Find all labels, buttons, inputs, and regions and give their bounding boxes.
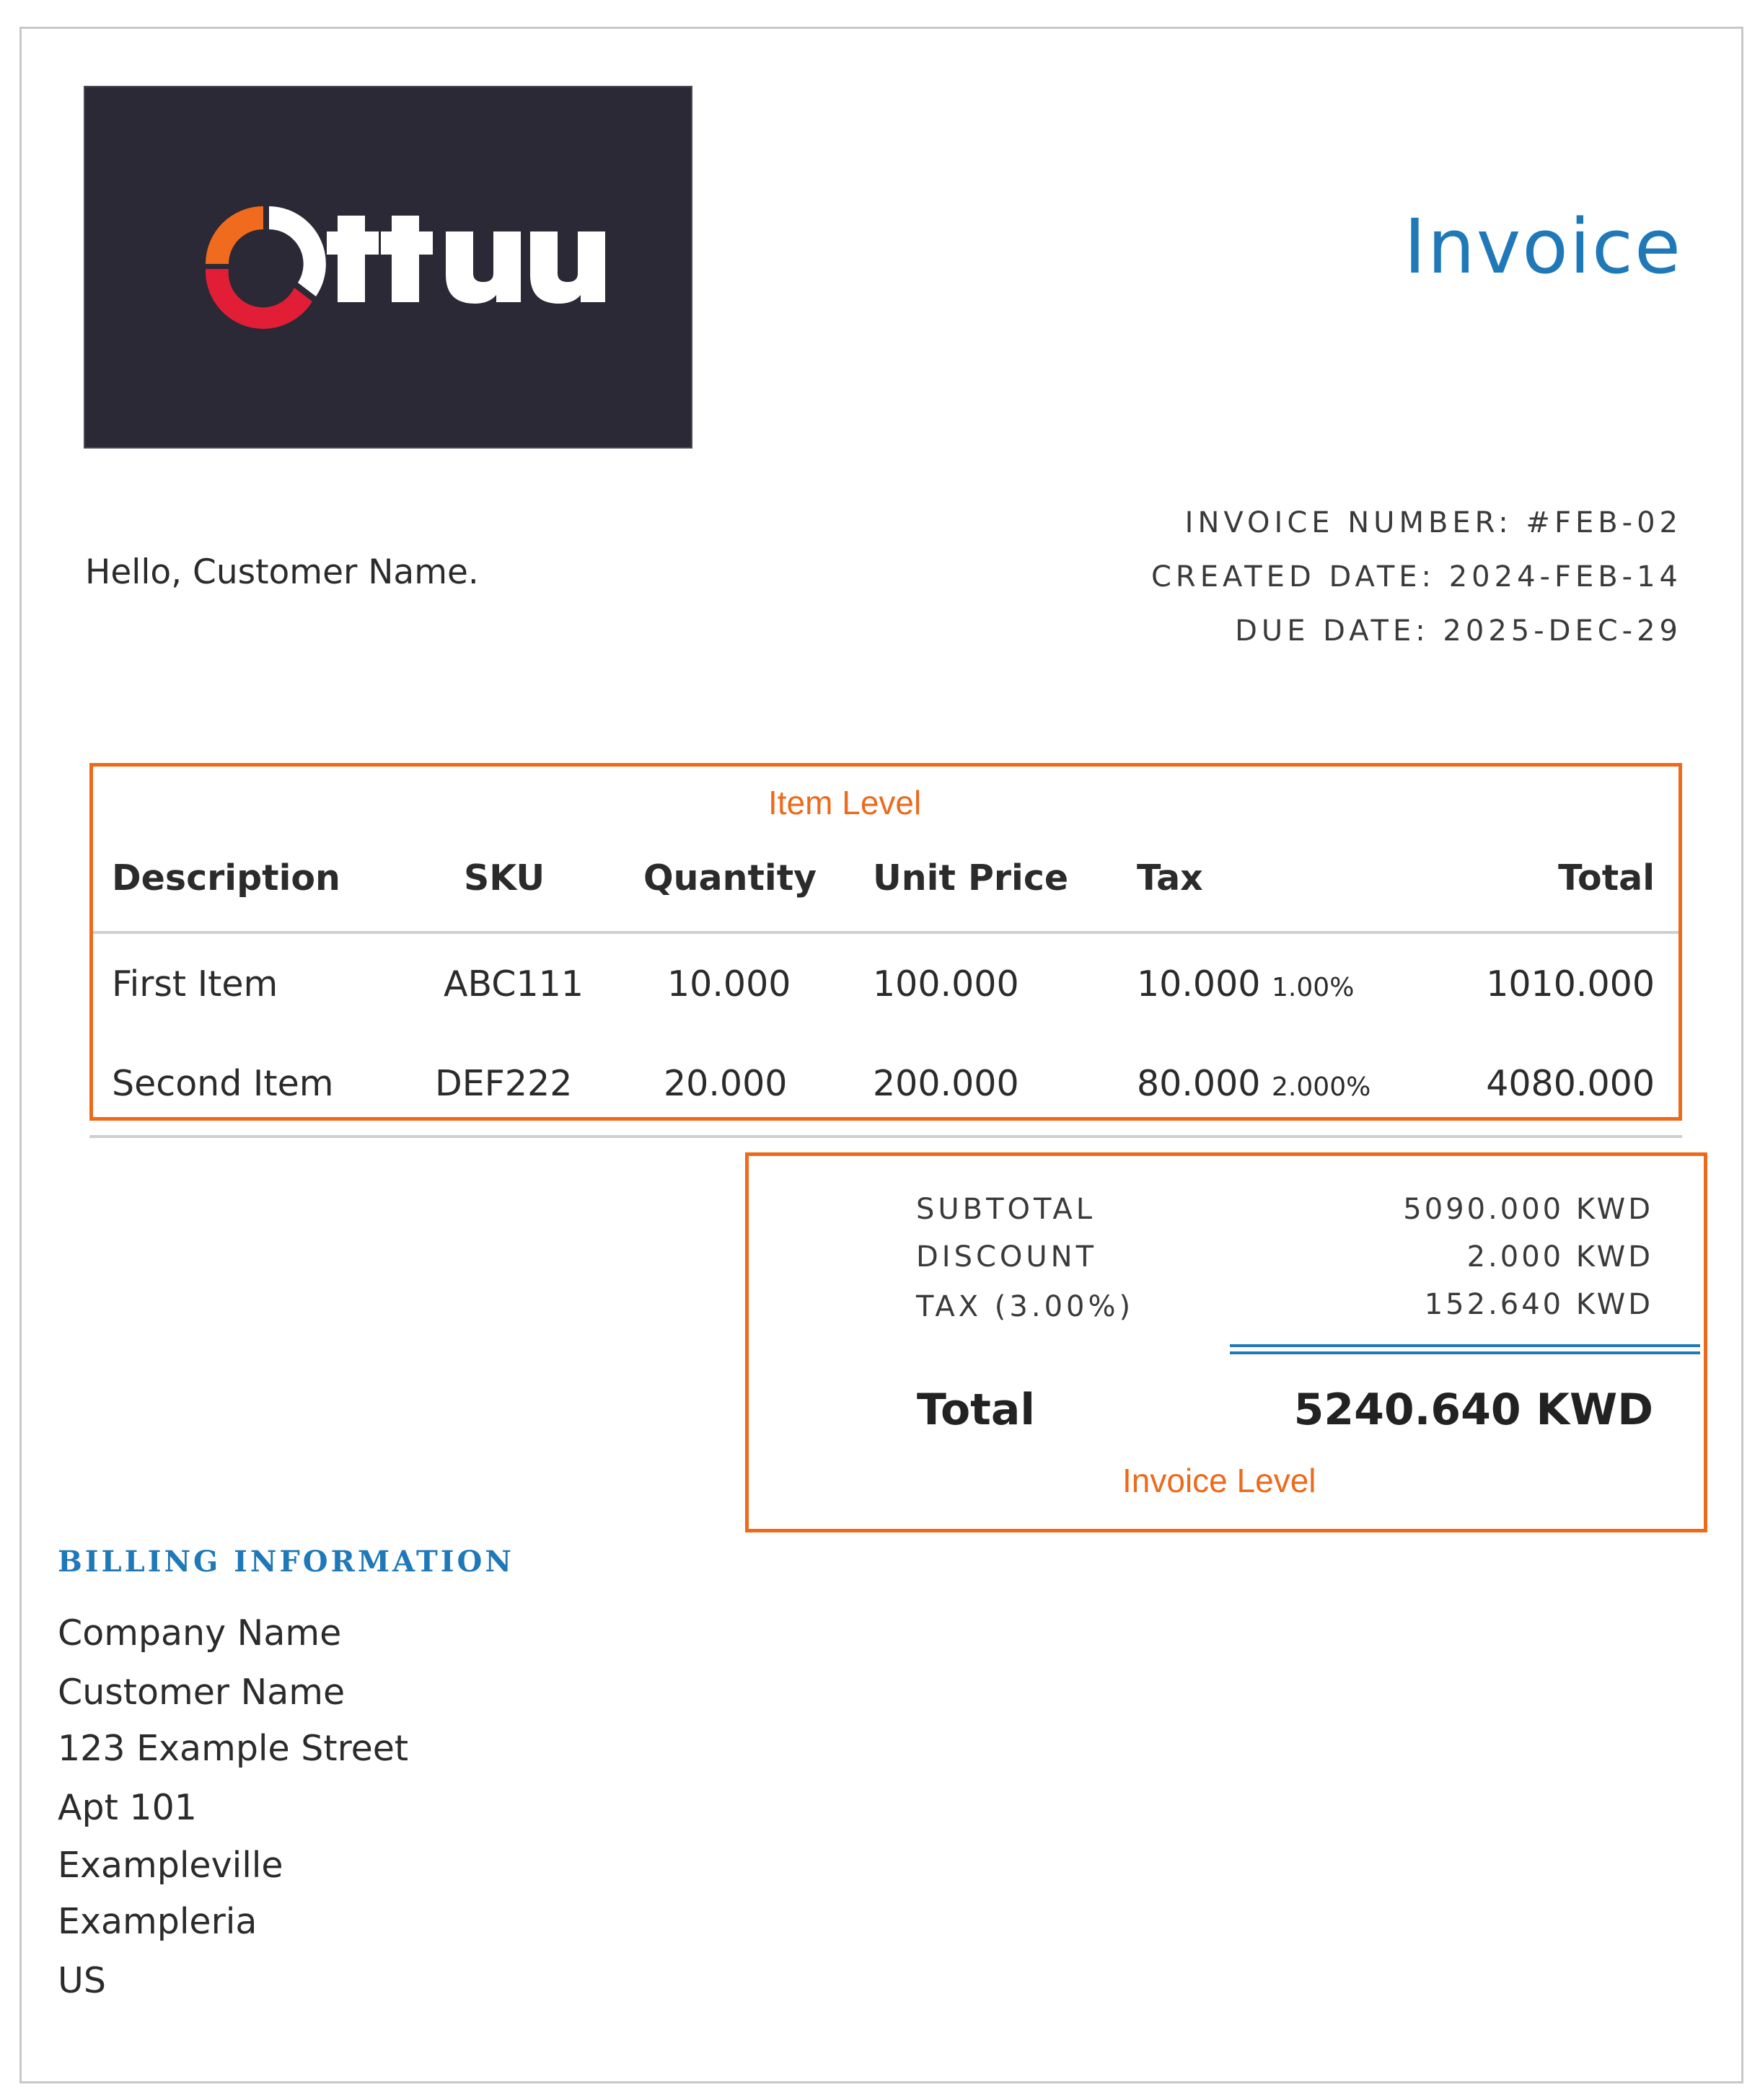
invoice-number: INVOICE NUMBER: #FEB-02 — [1184, 506, 1682, 539]
billing-section-title: BILLING INFORMATION — [58, 1545, 514, 1579]
due-date: DUE DATE: 2025-DEC-29 — [1235, 614, 1682, 648]
subtotal-label: SUBTOTAL — [916, 1193, 1096, 1226]
billing-apartment: Apt 101 — [58, 1787, 197, 1828]
row-total: 4080.000 — [1486, 1063, 1655, 1104]
row-sku: DEF222 — [435, 1063, 573, 1104]
column-header-tax: Tax — [1137, 857, 1203, 899]
total-double-rule-bottom — [1230, 1351, 1700, 1354]
billing-customer: Customer Name — [58, 1672, 346, 1713]
created-date: CREATED DATE: 2024-FEB-14 — [1150, 560, 1682, 594]
ottu-logo-graphic — [85, 87, 691, 447]
invoice-level-label: Invoice Level — [1122, 1462, 1316, 1499]
row-tax-amount: 10.000 — [1137, 963, 1261, 1005]
billing-region: Exampleria — [58, 1901, 258, 1942]
row-tax — [1137, 1063, 1371, 1104]
billing-city: Exampleville — [58, 1845, 283, 1886]
table-bottom-divider — [89, 1135, 1682, 1138]
total-double-rule-top — [1230, 1344, 1700, 1347]
column-header-description: Description — [112, 857, 340, 899]
column-header-quantity: Quantity — [643, 857, 817, 899]
row-tax-amount: 80.000 — [1137, 1063, 1261, 1104]
row-sku: ABC111 — [444, 963, 584, 1005]
document-title: Invoice — [1404, 203, 1682, 291]
greeting-text: Hello, Customer Name. — [85, 552, 479, 592]
tax-value: 152.640 KWD — [1424, 1288, 1653, 1321]
row-unit-price: 200.000 — [873, 1063, 1019, 1104]
grand-total-label: Total — [917, 1385, 1035, 1435]
billing-country: US — [58, 1960, 106, 2001]
row-description: First Item — [112, 963, 278, 1005]
company-logo — [84, 86, 692, 449]
invoice-meta — [1151, 505, 1682, 667]
column-header-sku: SKU — [464, 857, 545, 899]
subtotal-value: 5090.000 KWD — [1403, 1193, 1653, 1226]
tax-label: TAX (3.00%) — [916, 1290, 1135, 1323]
row-total: 1010.000 — [1486, 963, 1655, 1005]
header-divider — [93, 931, 1678, 934]
row-quantity: 20.000 — [664, 1063, 788, 1104]
row-unit-price: 100.000 — [873, 963, 1019, 1005]
discount-label: DISCOUNT — [916, 1240, 1098, 1274]
grand-total-value: 5240.640 KWD — [1293, 1385, 1653, 1435]
row-description: Second Item — [112, 1063, 334, 1104]
column-header-total: Total — [1558, 857, 1655, 899]
column-header-unit-price: Unit Price — [873, 857, 1069, 899]
discount-value: 2.000 KWD — [1466, 1240, 1653, 1274]
row-tax — [1137, 963, 1355, 1005]
row-quantity: 10.000 — [667, 963, 791, 1005]
billing-street: 123 Example Street — [58, 1728, 409, 1769]
row-tax-rate: 1.00% — [1272, 973, 1355, 1002]
billing-company: Company Name — [58, 1612, 342, 1654]
item-level-label: Item Level — [768, 784, 922, 821]
row-tax-rate: 2.000% — [1272, 1072, 1371, 1102]
